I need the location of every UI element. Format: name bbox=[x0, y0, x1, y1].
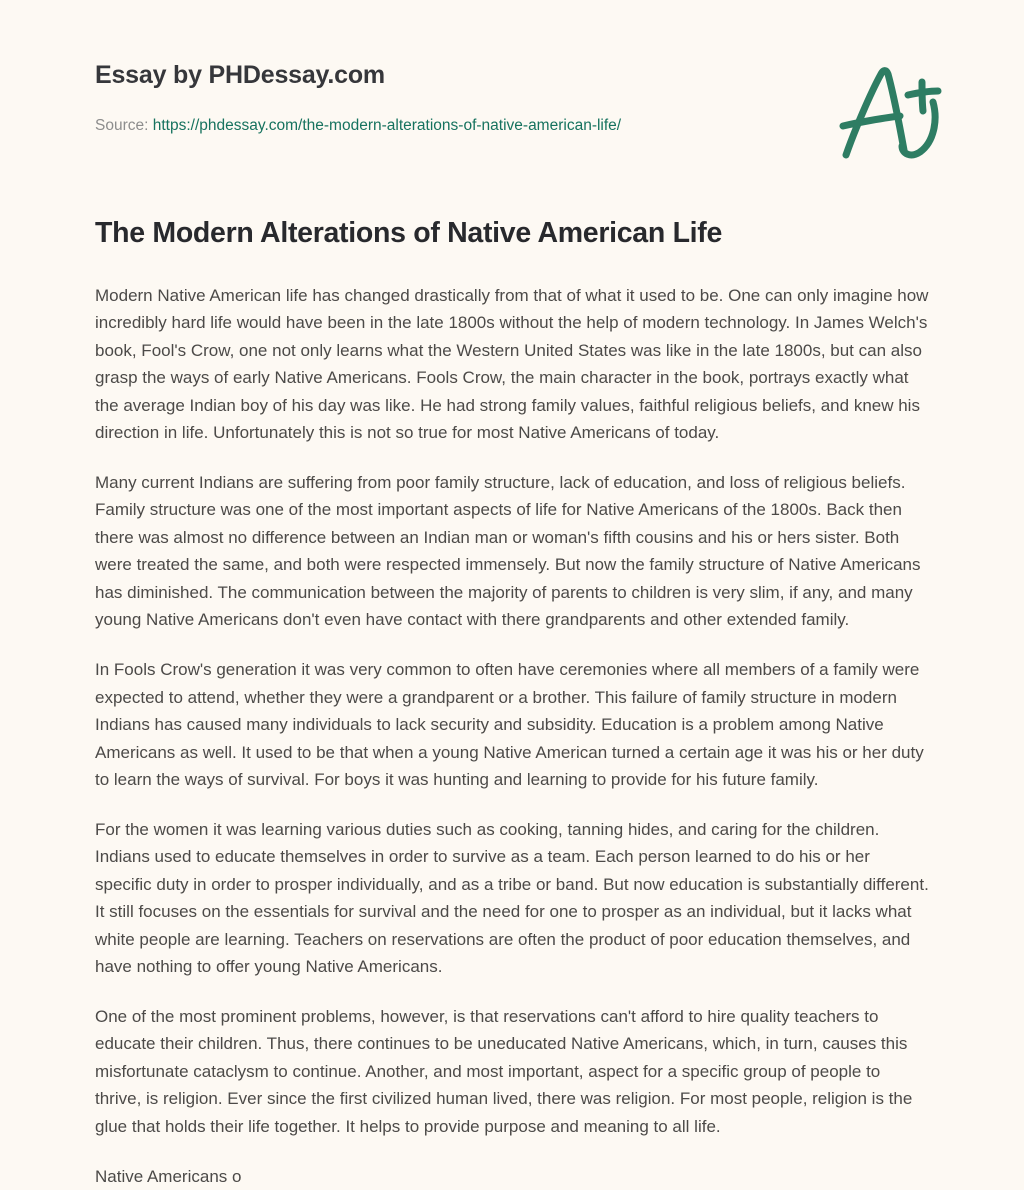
article-body bbox=[95, 282, 930, 1190]
paragraph: Modern Native American life has changed drastically from that of what it used to be. One can only imagine how incredibly hard life would have been in the late 1800s without the help of modern technology. In James Welch's book, Fool's Crow, one not only learns what the Western United States was like in the late 1800s, but can also grasp the ways of early Native Americans. Fools Crow, the main character in the book, portrays exactly what the average Indian boy of his day was like. He had strong family values, faithful religious beliefs, and knew his direction in life. Unfortunately this is not so true for most Native Americans of today. bbox=[95, 282, 930, 447]
paragraph: In Fools Crow's generation it was very common to often have ceremonies where all members of a family were expected to attend, whether they were a grandparent or a brother. This failure of family structure in modern Indians has caused many individuals to lack security and subsidity. Education is a problem among Native Americans as well. It used to be that when a young Native American turned a certain age it was his or her duty to learn the ways of survival. For boys it was hunting and learning to provide for his future family. bbox=[95, 656, 930, 794]
paragraph: For the women it was learning various duties such as cooking, tanning hides, and caring for the children. Indians used to educate themselves in order to survive as a team. Each person learned to do his or her specific duty in order to prosper individually, and as a tribe or band. But now education is substantially different. It still focuses on the essentials for survival and the need for one to prosper as an individual, but it lacks what white people are learning. Teachers on reservations are often the product of poor education themselves, and have nothing to offer young Native Americans. bbox=[95, 816, 930, 981]
paragraph: One of the most prominent problems, however, is that reservations can't afford to hire quality teachers to educate their children. Thus, there continues to be uneducated Native Americans, which, in turn, causes this misfortunate cataclysm to continue. Another, and most important, aspect for a specific group of people to thrive, is religion. Ever since the first civilized human lived, there was religion. For most people, religion is the glue that holds their life together. It helps to provide purpose and meaning to all life. bbox=[95, 1003, 930, 1141]
source-url-link[interactable]: https://phdessay.com/the-modern-alterations-of-native-american-life/ bbox=[153, 117, 621, 134]
paragraph-truncated: Native Americans o bbox=[95, 1163, 930, 1190]
site-header bbox=[0, 0, 1024, 170]
paragraph: Many current Indians are suffering from poor family structure, lack of education, and loss of religious beliefs. Family structure was one of the most important aspects of life for Native Americans of the 1800s. Back then there was almost no difference between an Indian man or woman's fifth cousins and his or hers sister. Both were treated the same, and both were respected immensely. But now the family structure of Native Americans has diminished. The communication between the majority of parents to children is very slim, if any, and many young Native Americans don't even have contact with there grandparents and other extended family. bbox=[95, 469, 930, 634]
article bbox=[0, 216, 1024, 1190]
a-plus-grade-icon bbox=[826, 58, 956, 163]
page-title: The Modern Alterations of Native American Life bbox=[95, 216, 930, 252]
source-line bbox=[95, 117, 944, 136]
source-label: Source: bbox=[95, 117, 148, 134]
brand-title: Essay by PHDessay.com bbox=[95, 62, 944, 90]
